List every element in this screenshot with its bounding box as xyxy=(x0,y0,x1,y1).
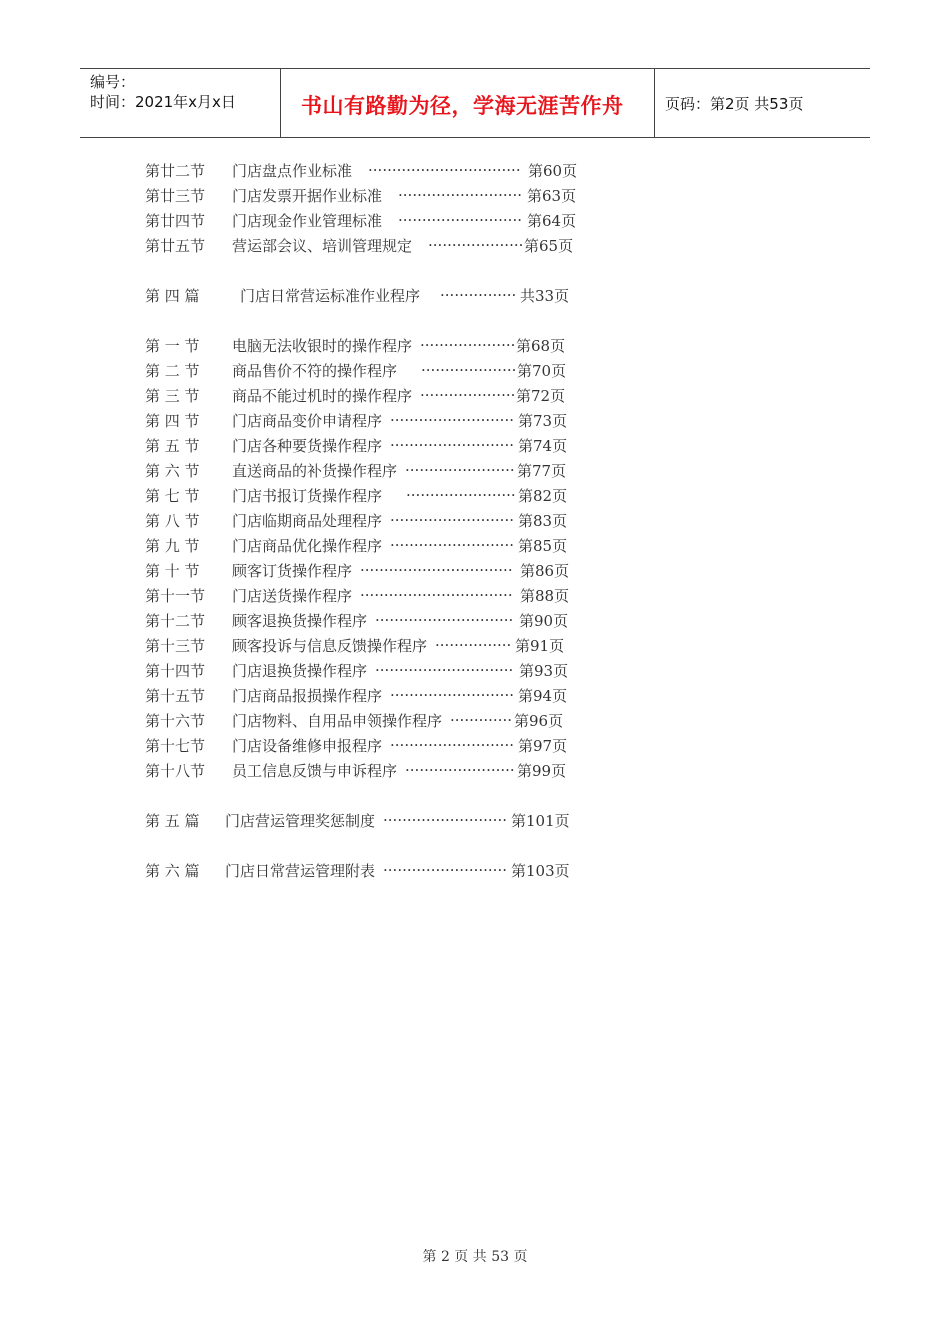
toc-entry[interactable] xyxy=(145,384,565,406)
toc-entry[interactable] xyxy=(145,159,577,181)
toc-leader-dots: ······················· xyxy=(405,461,515,479)
toc-section-title: 门店设备维修申报程序 xyxy=(232,736,383,755)
toc-entry[interactable] xyxy=(145,359,566,381)
toc-section-label: 第十一节 xyxy=(145,586,206,605)
toc-page-ref: 第97页 xyxy=(518,736,568,755)
toc-section-label: 第十八节 xyxy=(145,761,206,780)
toc-section-title: 营运部会议、培训管理规定 xyxy=(232,236,413,255)
toc-leader-dots: ···················· xyxy=(420,386,516,404)
toc-entry[interactable] xyxy=(145,559,569,581)
toc-page-ref: 共33页 xyxy=(520,286,570,305)
toc-leader-dots: ·························· xyxy=(398,211,522,229)
toc-part-label: 第 五 篇 xyxy=(145,811,200,830)
toc-section-title: 门店商品变价申请程序 xyxy=(232,411,383,430)
toc-section-label: 第十七节 xyxy=(145,736,206,755)
toc-page-ref: 第96页 xyxy=(514,711,564,730)
document-time-label: 时间：2021年x月x日 xyxy=(90,93,236,111)
toc-leader-dots: ·························· xyxy=(398,186,522,204)
toc-entry[interactable] xyxy=(145,409,567,431)
toc-leader-dots: ································ xyxy=(368,161,521,179)
toc-section-label: 第廿五节 xyxy=(145,236,206,255)
toc-page-ref: 第63页 xyxy=(527,186,577,205)
toc-page-ref: 第103页 xyxy=(511,861,570,880)
toc-entry[interactable] xyxy=(145,859,570,881)
toc-page-ref: 第73页 xyxy=(518,411,568,430)
toc-section-title: 门店退换货操作程序 xyxy=(232,661,368,680)
toc-entry[interactable] xyxy=(145,484,567,506)
toc-section-title: 直送商品的补货操作程序 xyxy=(232,461,398,480)
toc-leader-dots: ·························· xyxy=(390,511,514,529)
toc-section-title: 顾客投诉与信息反馈操作程序 xyxy=(232,636,428,655)
toc-page-ref: 第65页 xyxy=(524,236,574,255)
toc-section-label: 第 十 节 xyxy=(145,561,200,580)
toc-entry[interactable] xyxy=(145,759,566,781)
toc-section-label: 第十六节 xyxy=(145,711,206,730)
toc-section-title: 门店商品报损操作程序 xyxy=(232,686,383,705)
toc-entry[interactable] xyxy=(145,334,565,356)
toc-section-label: 第 七 节 xyxy=(145,486,200,505)
toc-section-label: 第 三 节 xyxy=(145,386,200,405)
toc-leader-dots: ·························· xyxy=(383,861,507,879)
toc-page-ref: 第82页 xyxy=(518,486,568,505)
toc-entry[interactable] xyxy=(145,684,567,706)
toc-entry[interactable] xyxy=(145,709,563,731)
toc-leader-dots: ·························· xyxy=(383,811,507,829)
toc-part-label: 第 四 篇 xyxy=(145,286,200,305)
toc-section-title: 电脑无法收银时的操作程序 xyxy=(232,336,413,355)
toc-leader-dots: ····························· xyxy=(375,611,514,629)
toc-section-label: 第 二 节 xyxy=(145,361,200,380)
toc-section-label: 第 五 节 xyxy=(145,436,200,455)
toc-leader-dots: ·························· xyxy=(390,436,514,454)
toc-entry[interactable] xyxy=(145,634,564,656)
toc-section-label: 第廿三节 xyxy=(145,186,206,205)
document-code-label: 编号： xyxy=(90,73,136,91)
toc-leader-dots: ····························· xyxy=(375,661,514,679)
toc-leader-dots: ···················· xyxy=(428,236,524,254)
toc-part-label: 第 六 篇 xyxy=(145,861,200,880)
toc-section-label: 第十二节 xyxy=(145,611,206,630)
toc-entry[interactable] xyxy=(145,209,576,231)
toc-section-label: 第十五节 xyxy=(145,686,206,705)
toc-leader-dots: ·························· xyxy=(390,536,514,554)
toc-entry[interactable] xyxy=(145,234,573,256)
toc-entry[interactable] xyxy=(145,534,567,556)
toc-section-label: 第 四 节 xyxy=(145,411,200,430)
toc-leader-dots: ······················· xyxy=(405,761,515,779)
toc-page-ref: 第64页 xyxy=(527,211,577,230)
toc-section-label: 第 八 节 xyxy=(145,511,200,530)
toc-section-label: 第 九 节 xyxy=(145,536,200,555)
toc-section-label: 第十三节 xyxy=(145,636,206,655)
toc-section-title: 门店各种要货操作程序 xyxy=(232,436,383,455)
toc-page-ref: 第91页 xyxy=(515,636,565,655)
toc-entry[interactable] xyxy=(145,184,576,206)
toc-entry[interactable] xyxy=(145,659,568,681)
document-header xyxy=(80,68,870,138)
toc-section-title: 门店临期商品处理程序 xyxy=(232,511,383,530)
toc-page-ref: 第72页 xyxy=(516,386,566,405)
toc-page-ref: 第68页 xyxy=(516,336,566,355)
toc-page-ref: 第90页 xyxy=(519,611,569,630)
toc-leader-dots: ···················· xyxy=(421,361,517,379)
header-divider xyxy=(654,69,655,137)
toc-page-ref: 第101页 xyxy=(511,811,570,830)
toc-section-title: 门店商品优化操作程序 xyxy=(232,536,383,555)
toc-page-ref: 第77页 xyxy=(517,461,567,480)
toc-entry[interactable] xyxy=(145,809,570,831)
header-page-number: 页码：第2页 共53页 xyxy=(665,95,804,113)
toc-leader-dots: ············· xyxy=(450,711,513,729)
toc-entry[interactable] xyxy=(145,284,569,306)
toc-section-title: 门店送货操作程序 xyxy=(232,586,353,605)
toc-page-ref: 第99页 xyxy=(517,761,567,780)
toc-page-ref: 第60页 xyxy=(528,161,578,180)
toc-leader-dots: ················ xyxy=(440,286,517,304)
toc-section-title: 门店现金作业管理标准 xyxy=(232,211,383,230)
toc-page-ref: 第94页 xyxy=(518,686,568,705)
toc-section-label: 第十四节 xyxy=(145,661,206,680)
toc-section-label: 第廿四节 xyxy=(145,211,206,230)
toc-leader-dots: ································ xyxy=(360,586,513,604)
toc-leader-dots: ················ xyxy=(435,636,512,654)
toc-part-title: 门店日常营运标准作业程序 xyxy=(240,286,421,305)
toc-section-title: 门店盘点作业标准 xyxy=(232,161,353,180)
toc-leader-dots: ·························· xyxy=(390,411,514,429)
toc-leader-dots: ·························· xyxy=(390,736,514,754)
toc-entry[interactable] xyxy=(145,459,566,481)
toc-entry[interactable] xyxy=(145,434,567,456)
toc-leader-dots: ································ xyxy=(360,561,513,579)
toc-leader-dots: ···················· xyxy=(420,336,516,354)
toc-section-title: 商品不能过机时的操作程序 xyxy=(232,386,413,405)
toc-page-ref: 第85页 xyxy=(518,536,568,555)
toc-section-label: 第廿二节 xyxy=(145,161,206,180)
toc-entry[interactable] xyxy=(145,609,568,631)
toc-page-ref: 第83页 xyxy=(518,511,568,530)
toc-entry[interactable] xyxy=(145,584,569,606)
header-divider xyxy=(280,69,281,137)
toc-entry[interactable] xyxy=(145,734,567,756)
toc-page-ref: 第70页 xyxy=(517,361,567,380)
toc-section-title: 顾客退换货操作程序 xyxy=(232,611,368,630)
toc-section-label: 第 一 节 xyxy=(145,336,200,355)
toc-page-ref: 第93页 xyxy=(519,661,569,680)
toc-page-ref: 第74页 xyxy=(518,436,568,455)
header-motto: 书山有路勤为径，学海无涯苦作舟 xyxy=(301,94,624,118)
toc-section-title: 商品售价不符的操作程序 xyxy=(232,361,398,380)
toc-entry[interactable] xyxy=(145,509,567,531)
toc-section-title: 门店书报订货操作程序 xyxy=(232,486,383,505)
toc-leader-dots: ·························· xyxy=(390,686,514,704)
toc-section-title: 员工信息反馈与申诉程序 xyxy=(232,761,398,780)
toc-section-title: 顾客订货操作程序 xyxy=(232,561,353,580)
toc-section-label: 第 六 节 xyxy=(145,461,200,480)
toc-part-title: 门店日常营运管理附表 xyxy=(225,861,376,880)
toc-page-ref: 第86页 xyxy=(520,561,570,580)
toc-section-title: 门店发票开据作业标准 xyxy=(232,186,383,205)
toc-leader-dots: ······················· xyxy=(406,486,516,504)
toc-section-title: 门店物料、自用品申领操作程序 xyxy=(232,711,443,730)
toc-part-title: 门店营运管理奖惩制度 xyxy=(225,811,376,830)
toc-page-ref: 第88页 xyxy=(520,586,570,605)
page-footer: 第 2 页 共 53 页 xyxy=(422,1249,528,1265)
